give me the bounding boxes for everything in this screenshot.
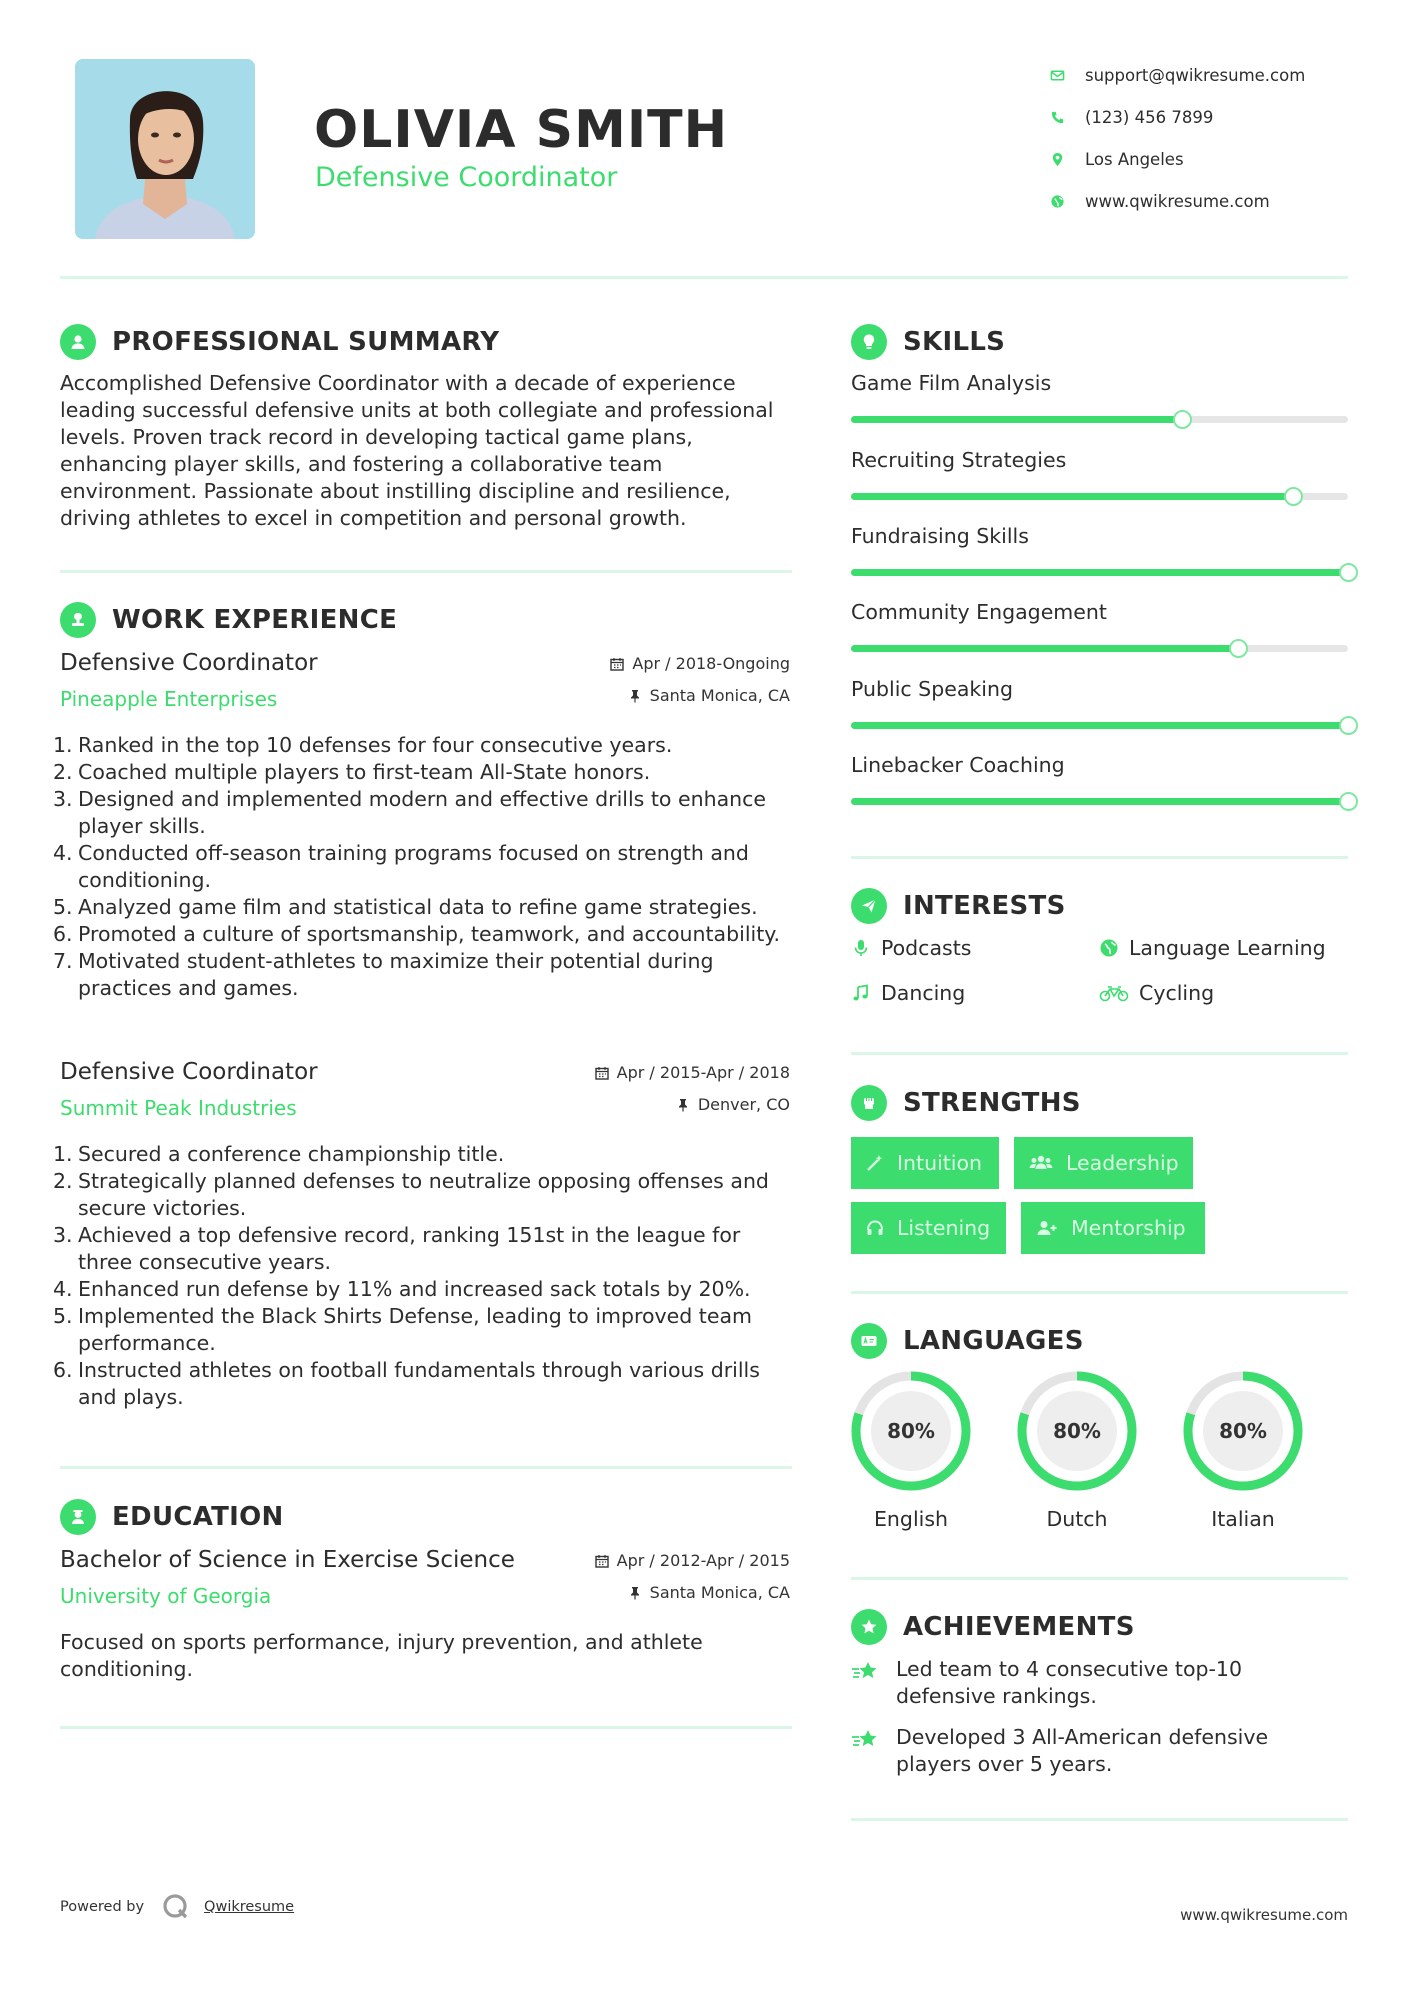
education-date-text: Apr / 2012-Apr / 2015 bbox=[616, 1551, 790, 1570]
skill-bar-knob bbox=[1229, 639, 1248, 658]
strengths-divider bbox=[851, 1291, 1348, 1294]
experience-heading bbox=[60, 602, 397, 638]
microphone-icon bbox=[851, 938, 871, 958]
language-card-icon bbox=[851, 1323, 887, 1359]
calendar-icon bbox=[595, 1554, 609, 1568]
users-icon bbox=[1028, 1153, 1054, 1173]
degree-title: Bachelor of Science in Exercise Science bbox=[60, 1547, 515, 1573]
achievements-heading bbox=[851, 1609, 1135, 1645]
job-location bbox=[628, 686, 790, 705]
calendar-icon bbox=[595, 1066, 609, 1080]
strengths-heading bbox=[851, 1085, 1081, 1121]
languages-divider bbox=[851, 1577, 1348, 1580]
job-responsibilities bbox=[53, 1141, 790, 1411]
footer-website[interactable]: www.qwikresume.com bbox=[1180, 1906, 1348, 1924]
candidate-title: Defensive Coordinator bbox=[315, 162, 618, 193]
graduate-icon bbox=[60, 1499, 96, 1535]
list-item: 3. Designed and implemented modern and effective drills to enhance player skills. bbox=[53, 787, 767, 838]
language-name: English bbox=[873, 1507, 949, 1531]
list-item: 4. Enhanced run defense by 11% and increased sack totals by 20%. bbox=[53, 1277, 751, 1301]
skill-bar-knob bbox=[1173, 410, 1192, 429]
interest-label: Cycling bbox=[1139, 981, 1215, 1005]
achievement-text: Led team to 4 consecutive top-10 defensive rankings. bbox=[896, 1657, 1242, 1708]
language-item bbox=[1181, 1369, 1305, 1531]
skill-name: Public Speaking bbox=[851, 677, 1013, 701]
brand-link[interactable]: Qwikresume bbox=[204, 1899, 295, 1915]
education-location bbox=[628, 1583, 790, 1602]
pushpin-icon bbox=[676, 1098, 690, 1112]
contact-email-text: support@qwikresume.com bbox=[1085, 65, 1306, 85]
contact-location bbox=[1050, 138, 1370, 180]
education-date bbox=[595, 1551, 790, 1570]
candidate-name: OLIVIA SMITH bbox=[314, 100, 729, 160]
job-entry bbox=[53, 1059, 790, 1419]
profile-photo bbox=[75, 59, 255, 239]
strength-tag bbox=[851, 1137, 999, 1189]
magic-wand-icon bbox=[865, 1153, 885, 1173]
pushpin-icon bbox=[628, 689, 642, 703]
user-plus-icon bbox=[1035, 1218, 1059, 1238]
job-company: Pineapple Enterprises bbox=[60, 687, 278, 711]
skill-bar-fill bbox=[851, 493, 1293, 500]
skill-bar bbox=[851, 569, 1348, 576]
skill-item bbox=[851, 677, 1348, 701]
language-percent: 80% bbox=[1203, 1391, 1283, 1471]
job-date bbox=[610, 654, 790, 673]
job-location bbox=[676, 1095, 790, 1114]
phone-icon bbox=[1050, 110, 1085, 125]
experience-divider bbox=[60, 1466, 792, 1469]
interest-label: Podcasts bbox=[881, 936, 972, 960]
skill-item bbox=[851, 524, 1348, 548]
skill-item bbox=[851, 371, 1348, 395]
skill-bar-fill bbox=[851, 798, 1348, 805]
shooting-star-icon bbox=[851, 1724, 896, 1778]
language-progress-ring bbox=[849, 1369, 973, 1493]
skill-bar bbox=[851, 798, 1348, 805]
list-item: 1. Secured a conference championship title. bbox=[53, 1142, 505, 1166]
language-item bbox=[1015, 1369, 1139, 1531]
strengths-heading-text: STRENGTHS bbox=[903, 1088, 1081, 1118]
list-item: 7. Motivated student-athletes to maximize their potential during practices and games. bbox=[53, 949, 714, 1000]
education-divider bbox=[60, 1726, 792, 1729]
skill-bar-knob bbox=[1284, 487, 1303, 506]
education-heading bbox=[60, 1499, 284, 1535]
globe-icon bbox=[1099, 938, 1119, 958]
job-location-text: Santa Monica, CA bbox=[649, 686, 790, 705]
experience-heading-text: WORK EXPERIENCE bbox=[112, 605, 398, 635]
interest-item bbox=[851, 936, 971, 960]
skill-name: Fundraising Skills bbox=[851, 524, 1029, 548]
list-item: 2. Strategically planned defenses to neutralize opposing offenses and secure victories. bbox=[53, 1169, 769, 1220]
map-pin-icon bbox=[1050, 152, 1085, 167]
music-note-icon bbox=[851, 983, 871, 1003]
skill-name: Community Engagement bbox=[851, 600, 1107, 624]
user-icon bbox=[60, 324, 96, 360]
skill-bar-fill bbox=[851, 569, 1348, 576]
languages-heading-text: LANGUAGES bbox=[903, 1326, 1084, 1356]
strength-label: Intuition bbox=[897, 1151, 983, 1175]
contact-website-text: www.qwikresume.com bbox=[1085, 191, 1270, 211]
skill-item bbox=[851, 600, 1348, 624]
language-name: Italian bbox=[1211, 1507, 1275, 1531]
strength-label: Leadership bbox=[1066, 1151, 1179, 1175]
summary-heading-text: PROFESSIONAL SUMMARY bbox=[112, 327, 500, 357]
contact-phone-text: (123) 456 7899 bbox=[1085, 107, 1214, 127]
education-location-text: Santa Monica, CA bbox=[649, 1583, 790, 1602]
interests-divider bbox=[851, 1052, 1348, 1055]
skill-bar-fill bbox=[851, 416, 1182, 423]
achievements-divider bbox=[851, 1818, 1348, 1821]
interest-item bbox=[1099, 981, 1214, 1005]
achievement-item bbox=[851, 1724, 1321, 1778]
summary-heading bbox=[60, 324, 499, 360]
summary-divider bbox=[60, 570, 792, 573]
achievement-text: Developed 3 All-American defensive players over 5 years. bbox=[896, 1725, 1269, 1776]
list-item: 2. Coached multiple players to first-team All-State honors. bbox=[53, 760, 651, 784]
skill-bar bbox=[851, 493, 1348, 500]
contact-location-text: Los Angeles bbox=[1085, 149, 1184, 169]
shooting-star-icon bbox=[851, 1656, 896, 1710]
language-progress-ring bbox=[1181, 1369, 1305, 1493]
job-entry bbox=[53, 650, 790, 1030]
list-item: 1. Ranked in the top 10 defenses for four consecutive years. bbox=[53, 733, 673, 757]
skill-item bbox=[851, 753, 1348, 777]
skills-heading-text: SKILLS bbox=[903, 327, 1006, 357]
contact-phone[interactable] bbox=[1050, 96, 1370, 138]
skill-bar bbox=[851, 722, 1348, 729]
summary-text: Accomplished Defensive Coordinator with a decade of experience leading successful defensive units at both collegiate and professional levels. Proven track record in developing tactical game plans, enhancing player skills, and fostering a collaborative team environment. Passionate about instilling discipline and resilience, driving athletes to excel in competition and personal growth. bbox=[60, 371, 774, 530]
language-item bbox=[849, 1369, 973, 1531]
star-icon bbox=[851, 1609, 887, 1645]
school-name: University of Georgia bbox=[60, 1584, 272, 1608]
strength-tag bbox=[1014, 1137, 1193, 1189]
list-item: 3. Achieved a top defensive record, ranking 151st in the league for three consecutive years. bbox=[53, 1223, 741, 1274]
skill-name: Linebacker Coaching bbox=[851, 753, 1065, 777]
education-heading-text: EDUCATION bbox=[112, 1502, 284, 1532]
education-entry bbox=[60, 1547, 790, 1707]
skill-name: Game Film Analysis bbox=[851, 371, 1052, 395]
interests-heading bbox=[851, 888, 1066, 924]
job-company: Summit Peak Industries bbox=[60, 1096, 297, 1120]
skill-bar-knob bbox=[1339, 716, 1358, 735]
strength-label: Listening bbox=[897, 1216, 991, 1240]
language-name: Dutch bbox=[1046, 1507, 1108, 1531]
lightbulb-icon bbox=[851, 324, 887, 360]
interest-label: Dancing bbox=[881, 981, 966, 1005]
achievement-item bbox=[851, 1656, 1321, 1710]
education-description: Focused on sports performance, injury prevention, and athlete conditioning. bbox=[60, 1630, 703, 1681]
list-item: 6. Instructed athletes on football fundamentals through various drills and plays. bbox=[53, 1358, 760, 1409]
skill-bar-fill bbox=[851, 645, 1238, 652]
skill-bar bbox=[851, 416, 1348, 423]
pushpin-icon bbox=[628, 1586, 642, 1600]
header-divider bbox=[60, 276, 1348, 279]
headphones-icon bbox=[865, 1218, 885, 1238]
interests-heading-text: INTERESTS bbox=[903, 891, 1066, 921]
interest-label: Language Learning bbox=[1129, 936, 1326, 960]
contact-website[interactable] bbox=[1050, 180, 1370, 222]
calendar-icon bbox=[610, 657, 624, 671]
fist-icon bbox=[851, 1085, 887, 1121]
language-percent: 80% bbox=[871, 1391, 951, 1471]
job-title: Defensive Coordinator bbox=[60, 1059, 318, 1085]
job-location-text: Denver, CO bbox=[697, 1095, 790, 1114]
job-title: Defensive Coordinator bbox=[60, 650, 318, 676]
paper-plane-icon bbox=[851, 888, 887, 924]
contact-info bbox=[1050, 54, 1370, 222]
qwikresume-logo-icon bbox=[162, 1893, 190, 1921]
skill-item bbox=[851, 448, 1348, 472]
coach-icon bbox=[60, 602, 96, 638]
strength-label: Mentorship bbox=[1071, 1216, 1186, 1240]
skill-bar-knob bbox=[1339, 563, 1358, 582]
skill-bar-knob bbox=[1339, 792, 1358, 811]
skill-name: Recruiting Strategies bbox=[851, 448, 1067, 472]
job-date bbox=[595, 1063, 790, 1082]
achievements-heading-text: ACHIEVEMENTS bbox=[903, 1612, 1135, 1642]
list-item: 4. Conducted off-season training programs focused on strength and conditioning. bbox=[53, 841, 749, 892]
job-date-text: Apr / 2018-Ongoing bbox=[632, 654, 790, 673]
skill-bar-fill bbox=[851, 722, 1348, 729]
globe-icon bbox=[1050, 194, 1085, 209]
skills-heading bbox=[851, 324, 1005, 360]
interest-item bbox=[851, 981, 965, 1005]
list-item: 5. Implemented the Black Shirts Defense, leading to improved team performance. bbox=[53, 1304, 752, 1355]
contact-email[interactable] bbox=[1050, 54, 1370, 96]
powered-by-text: Powered by bbox=[60, 1899, 145, 1915]
language-progress-ring bbox=[1015, 1369, 1139, 1493]
languages-heading bbox=[851, 1323, 1084, 1359]
list-item: 6. Promoted a culture of sportsmanship, teamwork, and accountability. bbox=[53, 922, 780, 946]
language-percent: 80% bbox=[1037, 1391, 1117, 1471]
strength-tag bbox=[851, 1202, 1006, 1254]
envelope-icon bbox=[1050, 68, 1085, 83]
interest-item bbox=[1099, 936, 1326, 960]
bicycle-icon bbox=[1099, 983, 1129, 1003]
skills-divider bbox=[851, 856, 1348, 859]
job-responsibilities bbox=[53, 732, 790, 1002]
footer-powered-by bbox=[60, 1893, 294, 1921]
skill-bar bbox=[851, 645, 1348, 652]
strength-tag bbox=[1021, 1202, 1205, 1254]
list-item: 5. Analyzed game film and statistical data to refine game strategies. bbox=[53, 895, 758, 919]
job-date-text: Apr / 2015-Apr / 2018 bbox=[616, 1063, 790, 1082]
